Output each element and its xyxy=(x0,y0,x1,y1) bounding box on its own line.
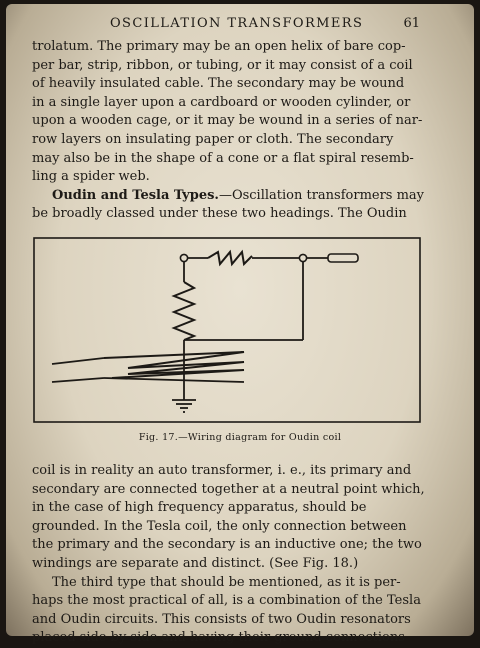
text-line: The third type that should be mentioned, as it is per- xyxy=(52,574,401,590)
top-paragraphs xyxy=(32,38,434,224)
text-line: placed side by side and having their ground connections xyxy=(32,630,405,646)
text-line: upon a wooden cage, or it may be wound in a series of nar- xyxy=(32,113,423,129)
figure-frame xyxy=(34,238,420,422)
text-line: —Oscillation transformers may xyxy=(218,187,425,203)
primary-lead-lower xyxy=(52,378,104,382)
resistor-zigzag xyxy=(174,282,194,340)
section-heading: Oudin and Tesla Types. xyxy=(52,187,219,203)
text-line: the primary and the secondary is an inductive one; the two xyxy=(32,537,422,553)
page-number: 61 xyxy=(403,16,420,31)
bottom-paragraphs xyxy=(32,462,434,648)
text-line: per bar, strip, ribbon, or tubing, or it may consist of a coil xyxy=(32,57,413,73)
text-line: in a single layer upon a cardboard or wooden cylinder, or xyxy=(32,94,411,110)
text-line: may also be in the shape of a cone or a flat spiral resemb- xyxy=(32,150,414,166)
primary-lead-upper xyxy=(52,358,104,364)
text-line: and Oudin circuits. This consists of two Oudin resonators xyxy=(32,611,411,627)
wiring-diagram-svg xyxy=(32,236,424,426)
oscillation-coil xyxy=(104,352,244,378)
page-header xyxy=(6,14,474,34)
spark-gap-zigzag xyxy=(208,252,252,264)
electrode-icon xyxy=(328,254,358,262)
text-line: ling a spider web. xyxy=(32,169,150,185)
text-line: haps the most practical of all, is a combination of the Tesla xyxy=(32,593,421,609)
figure-caption: Fig. 17.—Wiring diagram for Oudin coil xyxy=(138,432,342,443)
text-line: in the case of high frequency apparatus, should be xyxy=(32,500,367,516)
oudin-coil-diagram xyxy=(32,236,424,426)
text-line: windings are separate and distinct. (See Fig. 18.) xyxy=(32,555,359,571)
text-line: of heavily insulated cable. The secondary may be wound xyxy=(32,76,405,92)
text-line: grounded. In the Tesla coil, the only connection between xyxy=(32,518,407,534)
coil-bottom-turn xyxy=(104,378,244,382)
terminal-right xyxy=(299,254,306,261)
text-line: coil is in reality an auto transformer, i. e., its primary and xyxy=(32,463,412,478)
text-line: row layers on insulating paper or cloth. The secondary xyxy=(32,131,394,147)
section-first-line xyxy=(32,187,434,206)
text-line: secondary are connected together at a neutral point which, xyxy=(32,481,425,497)
terminal-left xyxy=(180,254,187,261)
book-page xyxy=(6,4,474,646)
text-line: trolatum. The primary may be an open helix of bare cop- xyxy=(32,39,406,54)
text-line: be broadly classed under these two headings. The Oudin xyxy=(32,206,407,222)
running-title: OSCILLATION TRANSFORMERS xyxy=(110,16,364,31)
